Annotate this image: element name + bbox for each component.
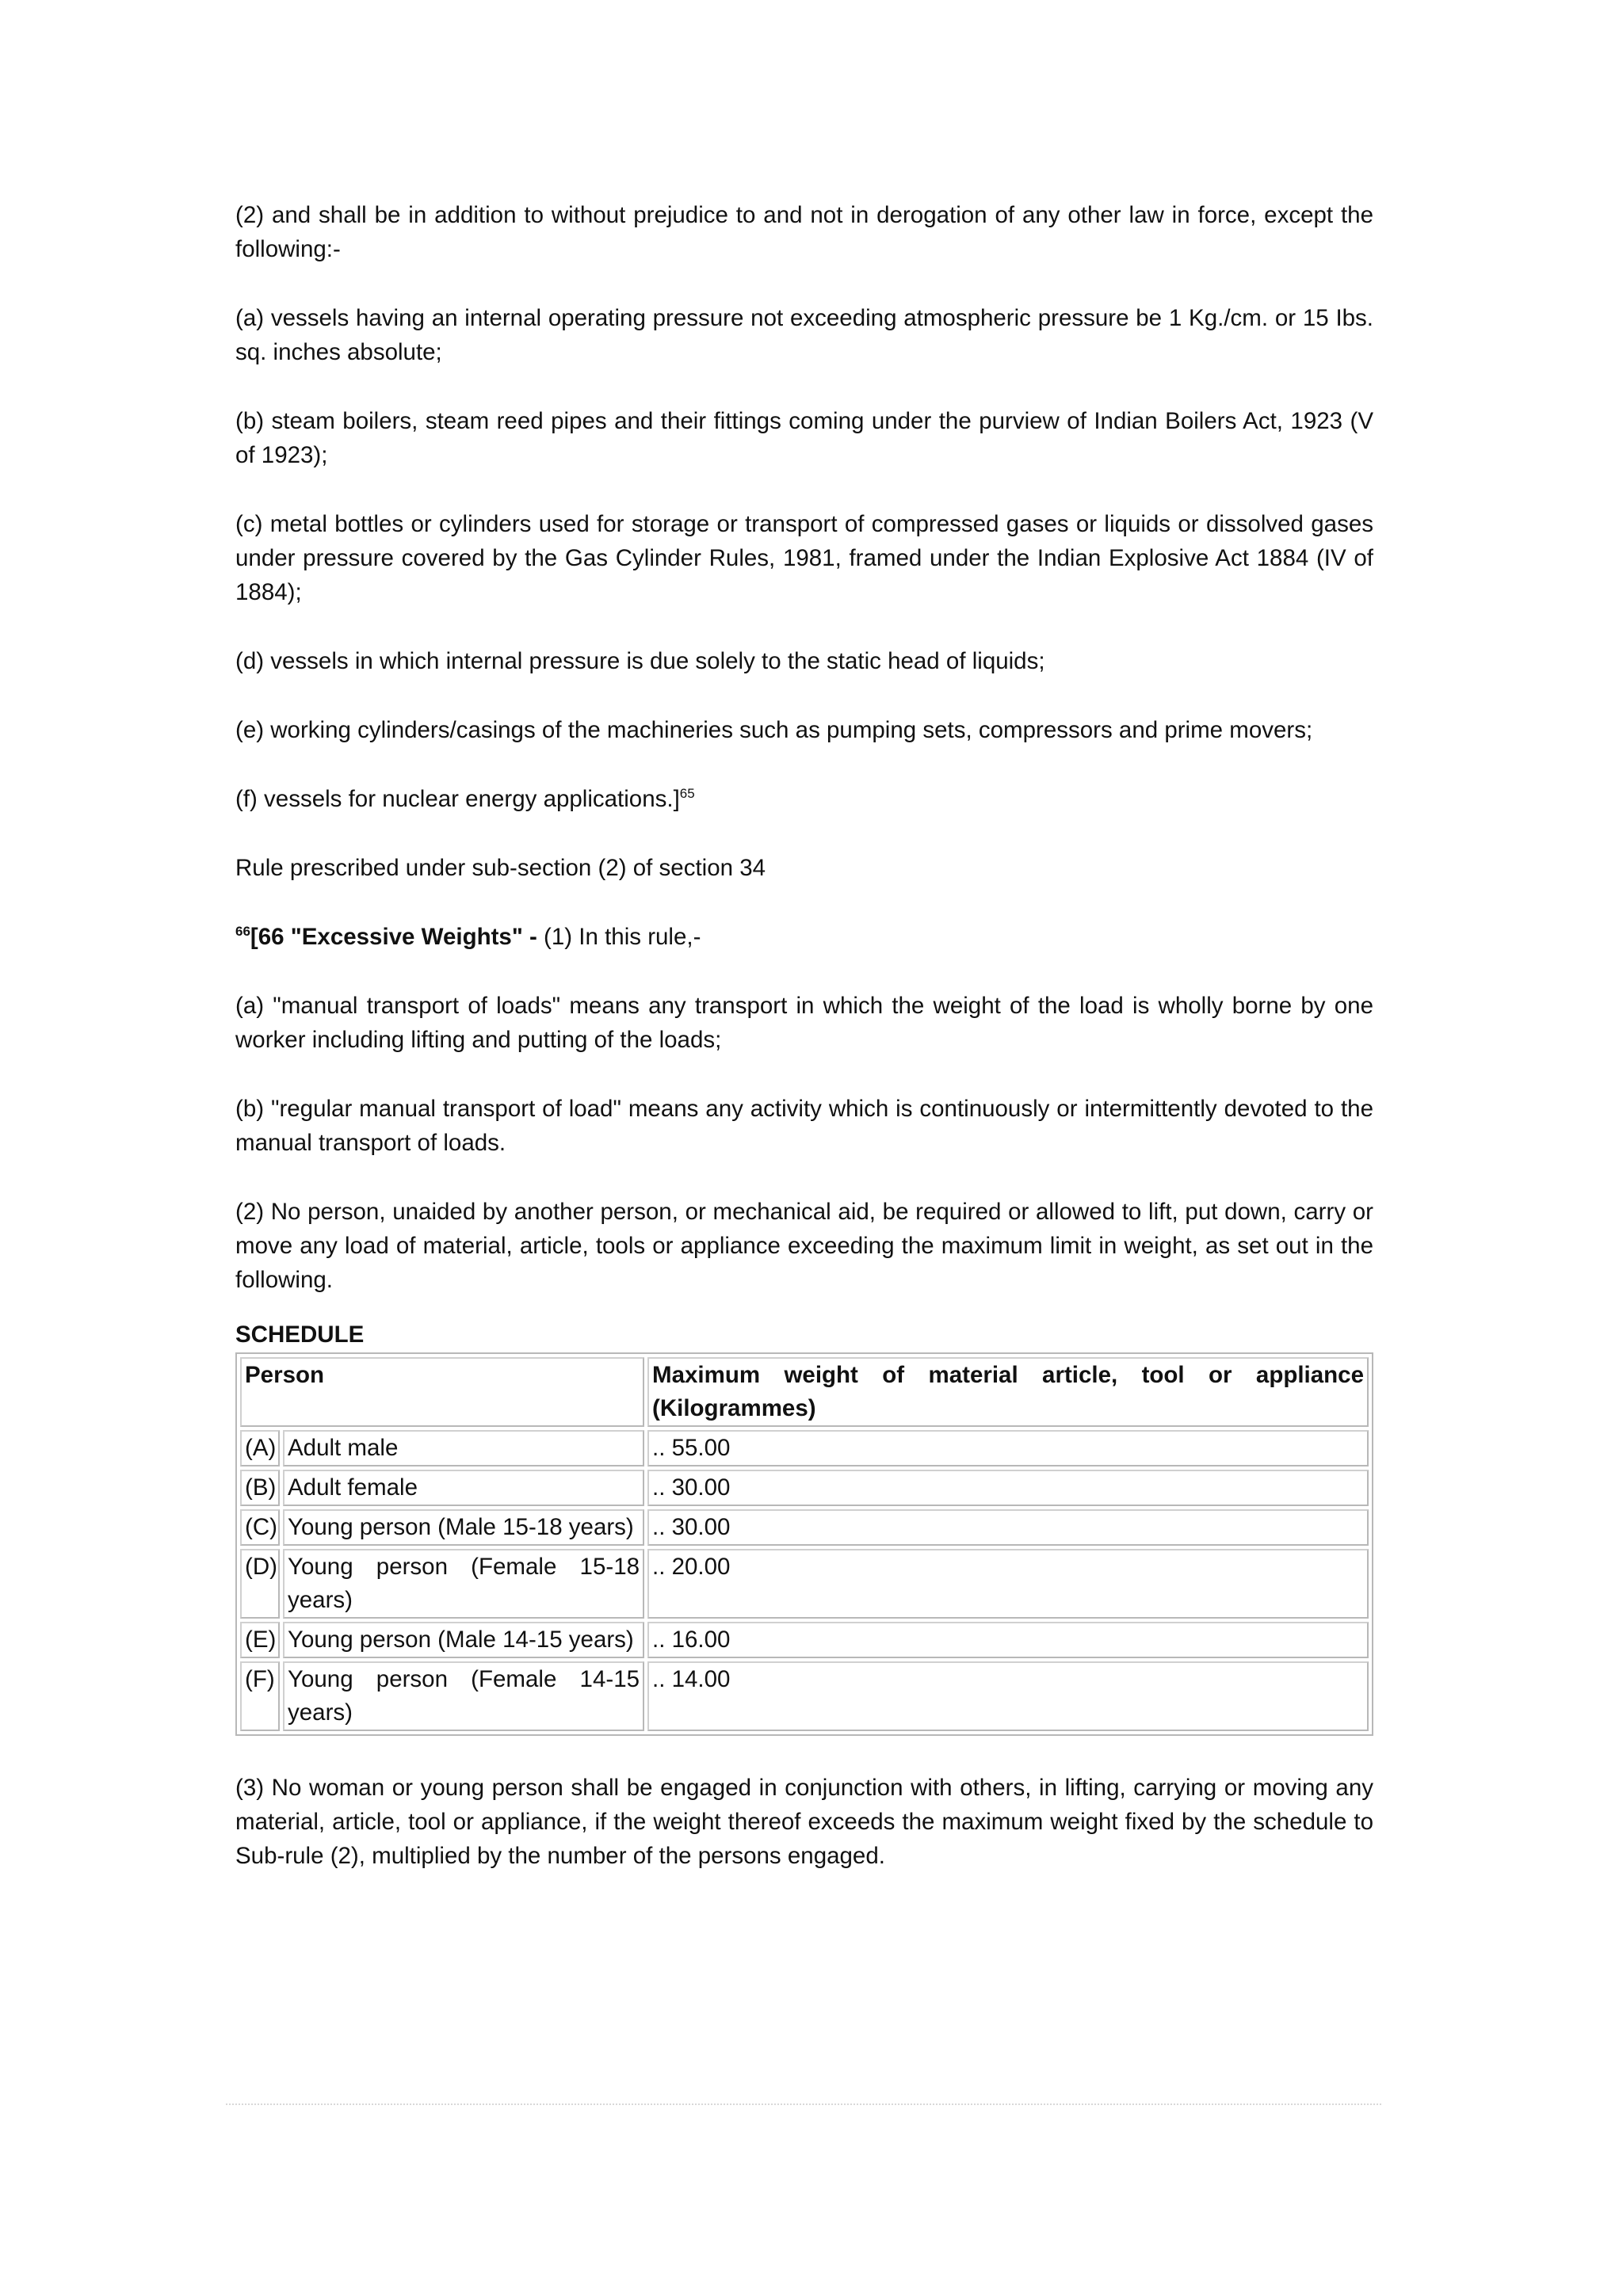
schedule-heading: SCHEDULE	[235, 1322, 365, 1348]
document-body	[235, 198, 1373, 1908]
table-row	[240, 1470, 1369, 1506]
table-row	[240, 1661, 1369, 1731]
row-person: Young person (Female 14-15 years)	[283, 1661, 644, 1731]
rule-66-title: [66 "Excessive Weights" -	[250, 924, 537, 950]
clause-e: (e) working cylinders/casings of the machineries such as pumping sets, compressors and prime movers;	[235, 717, 1313, 743]
rule-66-heading	[235, 920, 1373, 954]
row-person: Adult female	[283, 1470, 644, 1506]
clause-f	[235, 782, 1373, 816]
row-weight: .. 16.00	[647, 1622, 1369, 1658]
table-row	[240, 1430, 1369, 1466]
table-row	[240, 1549, 1369, 1619]
schedule-table	[235, 1352, 1373, 1736]
row-person: Young person (Female 15-18 years)	[283, 1549, 644, 1619]
table-header-row	[240, 1357, 1369, 1427]
table-row	[240, 1509, 1369, 1546]
definition-a: (a) "manual transport of loads" means any transport in which the weight of the load is wholly borne by one worker including lifting and putting of the loads;	[235, 993, 1373, 1053]
clause-b: (b) steam boilers, steam reed pipes and their fittings coming under the purview of Indian Boilers Act, 1923 (V of 1923);	[235, 408, 1373, 468]
row-weight: .. 30.00	[647, 1470, 1369, 1506]
row-code: (F)	[240, 1661, 280, 1731]
row-weight: .. 20.00	[647, 1549, 1369, 1619]
row-weight: .. 55.00	[647, 1430, 1369, 1466]
clause-c: (c) metal bottles or cylinders used for storage or transport of compressed gases or liquids or dissolved gases under pressure covered by the Gas Cylinder Rules, 1981, framed under the Indian Explosive Act 1884 (IV of 1884);	[235, 511, 1373, 605]
row-person: Young person (Male 15-18 years)	[283, 1509, 644, 1546]
row-code: (D)	[240, 1549, 280, 1619]
row-person: Adult male	[283, 1430, 644, 1466]
rule-prescribed-note: Rule prescribed under sub-section (2) of section 34	[235, 855, 766, 881]
definition-b: (b) "regular manual transport of load" means any activity which is continuously or intermittently devoted to the manual transport of loads.	[235, 1096, 1373, 1156]
footnote-ref-66: 66	[235, 924, 250, 940]
row-code: (C)	[240, 1509, 280, 1546]
sub-rule-2: (2) No person, unaided by another person, or mechanical aid, be required or allowed to lift, put down, carry or move any load of material, article, tools or appliance exceeding the maximum limit in weight, as set out in the following.	[235, 1199, 1373, 1293]
paragraph-intro: (2) and shall be in addition to without prejudice to and not in derogation of any other law in force, except the following:-	[235, 202, 1373, 262]
footnote-ref-65: 65	[679, 786, 695, 802]
sub-rule-3: (3) No woman or young person shall be engaged in conjunction with others, in lifting, carrying or moving any material, article, tool or appliance, if the weight thereof exceeds the maximum weight fixed by the schedule to Sub-rule (2), multiplied by the number of the persons engaged.	[235, 1775, 1373, 1869]
row-person: Young person (Male 14-15 years)	[283, 1622, 644, 1658]
clause-a: (a) vessels having an internal operating pressure not exceeding atmospheric pressure be 1 Kg./cm. or 15 Ibs. sq. inches absolute;	[235, 305, 1373, 365]
row-weight: .. 14.00	[647, 1661, 1369, 1731]
clause-f-text: (f) vessels for nuclear energy applications.]	[235, 786, 680, 812]
column-header-weight: Maximum weight of material article, tool or appliance (Kilogrammes)	[647, 1357, 1369, 1427]
row-code: (A)	[240, 1430, 280, 1466]
rule-66-intro: (1) In this rule,-	[537, 924, 701, 950]
table-row	[240, 1622, 1369, 1658]
row-code: (B)	[240, 1470, 280, 1506]
row-weight: .. 30.00	[647, 1509, 1369, 1546]
row-code: (E)	[240, 1622, 280, 1658]
page-divider	[226, 2103, 1381, 2105]
clause-d: (d) vessels in which internal pressure is due solely to the static head of liquids;	[235, 648, 1045, 674]
column-header-person: Person	[240, 1357, 644, 1427]
